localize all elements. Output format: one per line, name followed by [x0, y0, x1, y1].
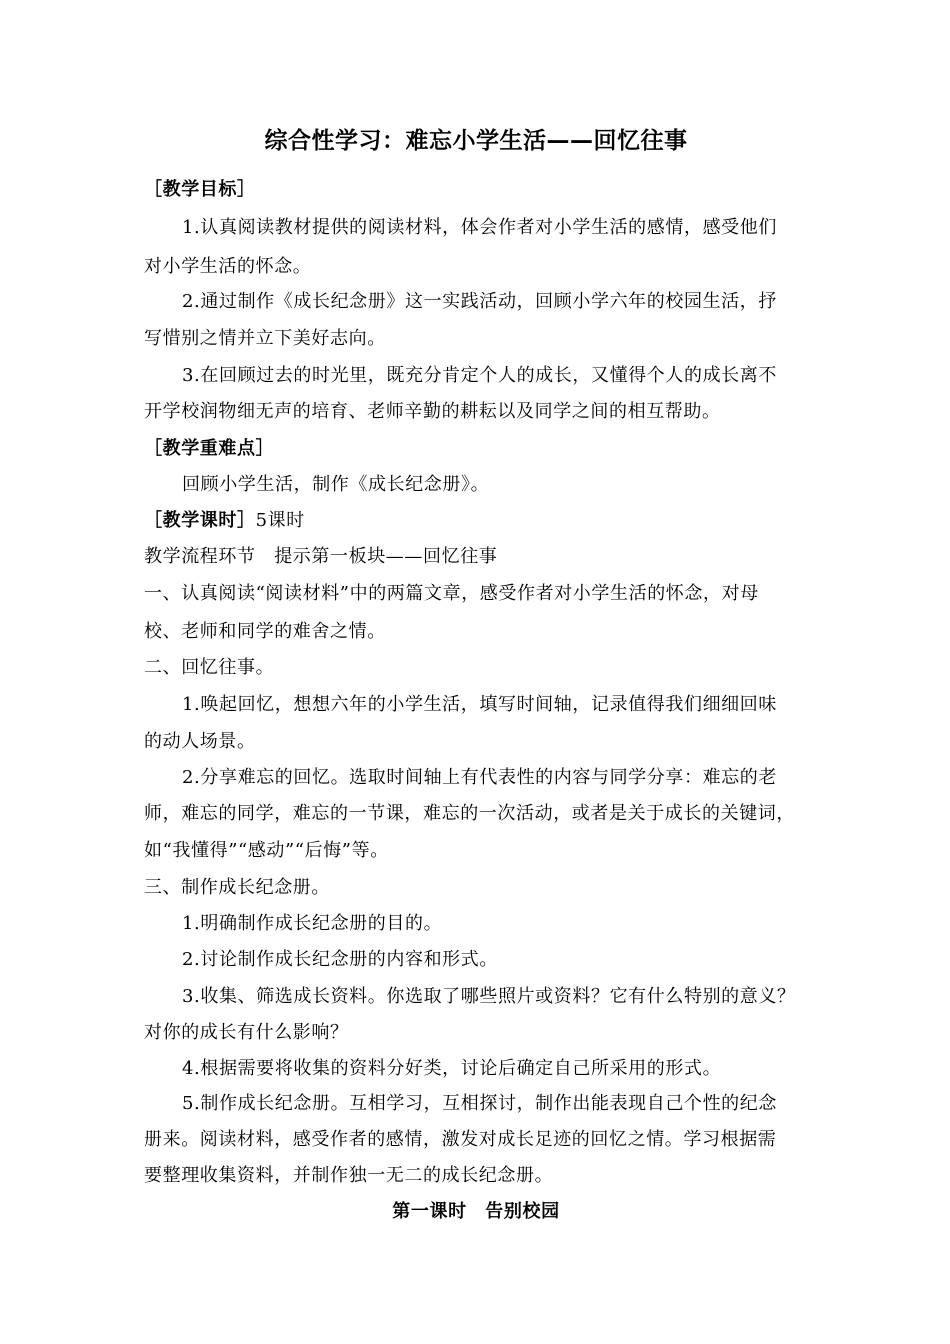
- section-three-item-5-line-2: 册来。阅读材料，感受作者的感情，激发对成长足迹的回忆之情。学习根据需: [144, 1129, 777, 1150]
- key-points-text: 回顾小学生活，制作《成长纪念册》。: [182, 474, 490, 495]
- section-three-item-5-line-3: 要整理收集资料，并制作独一无二的成长纪念册。: [144, 1165, 554, 1186]
- objective-1-line-1: 1.认真阅读教材提供的阅读材料，体会作者对小学生活的感情，感受他们: [182, 217, 777, 238]
- section-two-item-2-line-3: 如“我懂得”“感动”“后悔”等。: [144, 840, 389, 861]
- objective-3-line-1: 3.在回顾过去的时光里，既充分肯定个人的成长，又懂得个人的成长离不: [182, 365, 777, 386]
- document-title: 综合性学习：难忘小学生活——回忆往事: [264, 128, 688, 154]
- section-three-item-3-line-2: 对你的成长有什么影响？: [144, 1022, 349, 1043]
- section-two-item-2-line-2: 师，难忘的同学，难忘的一节课，难忘的一次活动，或者是关于成长的关键词，: [144, 803, 795, 824]
- class-hours-value: 5课时: [255, 510, 305, 531]
- section-three-item-2: 2.讨论制作成长纪念册的内容和形式。: [182, 949, 498, 970]
- objective-2-line-2: 写惜别之情并立下美好志向。: [144, 328, 386, 349]
- lesson-one-heading: 第一课时 告别校园: [392, 1201, 560, 1222]
- key-points-heading: ［教学重难点］: [144, 438, 275, 459]
- section-three-item-4: 4.根据需要将收集的资料分好类，讨论后确定自己所采用的形式。: [182, 1058, 722, 1079]
- section-three-item-3-line-1: 3.收集、筛选成长资料。你选取了哪些照片或资料？它有什么特别的意义？: [182, 986, 796, 1007]
- flow-intro: 教学流程环节 提示第一板块——回忆往事: [144, 546, 498, 567]
- section-two-item-1-line-1: 1.唤起回忆，想想六年的小学生活，填写时间轴，记录值得我们细细回味: [182, 694, 777, 715]
- section-one-line-1: 一、认真阅读“阅读材料”中的两篇文章，感受作者对小学生活的怀念，对母: [144, 583, 759, 604]
- objective-2-line-1: 2.通过制作《成长纪念册》这一实践活动，回顾小学六年的校园生活，抒: [182, 291, 777, 312]
- class-hours-row: [144, 509, 808, 533]
- objectives-heading: ［教学目标］: [144, 179, 256, 200]
- section-two-item-1-line-2: 的动人场景。: [144, 731, 256, 752]
- section-one-line-2: 校、老师和同学的难舍之情。: [144, 621, 386, 642]
- section-two-item-2-line-1: 2.分享难忘的回忆。选取时间轴上有代表性的内容与同学分享：难忘的老: [182, 767, 777, 788]
- section-three-heading: 三、制作成长纪念册。: [144, 877, 330, 898]
- section-two-heading: 二、回忆往事。: [144, 657, 275, 678]
- class-hours-heading: ［教学课时］: [144, 510, 256, 531]
- section-three-item-5-line-1: 5.制作成长纪念册。互相学习，互相探讨，制作出能表现自己个性的纪念: [182, 1093, 777, 1114]
- section-three-item-1: 1.明确制作成长纪念册的目的。: [182, 913, 443, 934]
- objective-3-line-2: 开学校润物细无声的培育、老师辛勤的耕耘以及同学之间的相互帮助。: [144, 401, 721, 422]
- objective-1-line-2: 对小学生活的怀念。: [144, 256, 312, 277]
